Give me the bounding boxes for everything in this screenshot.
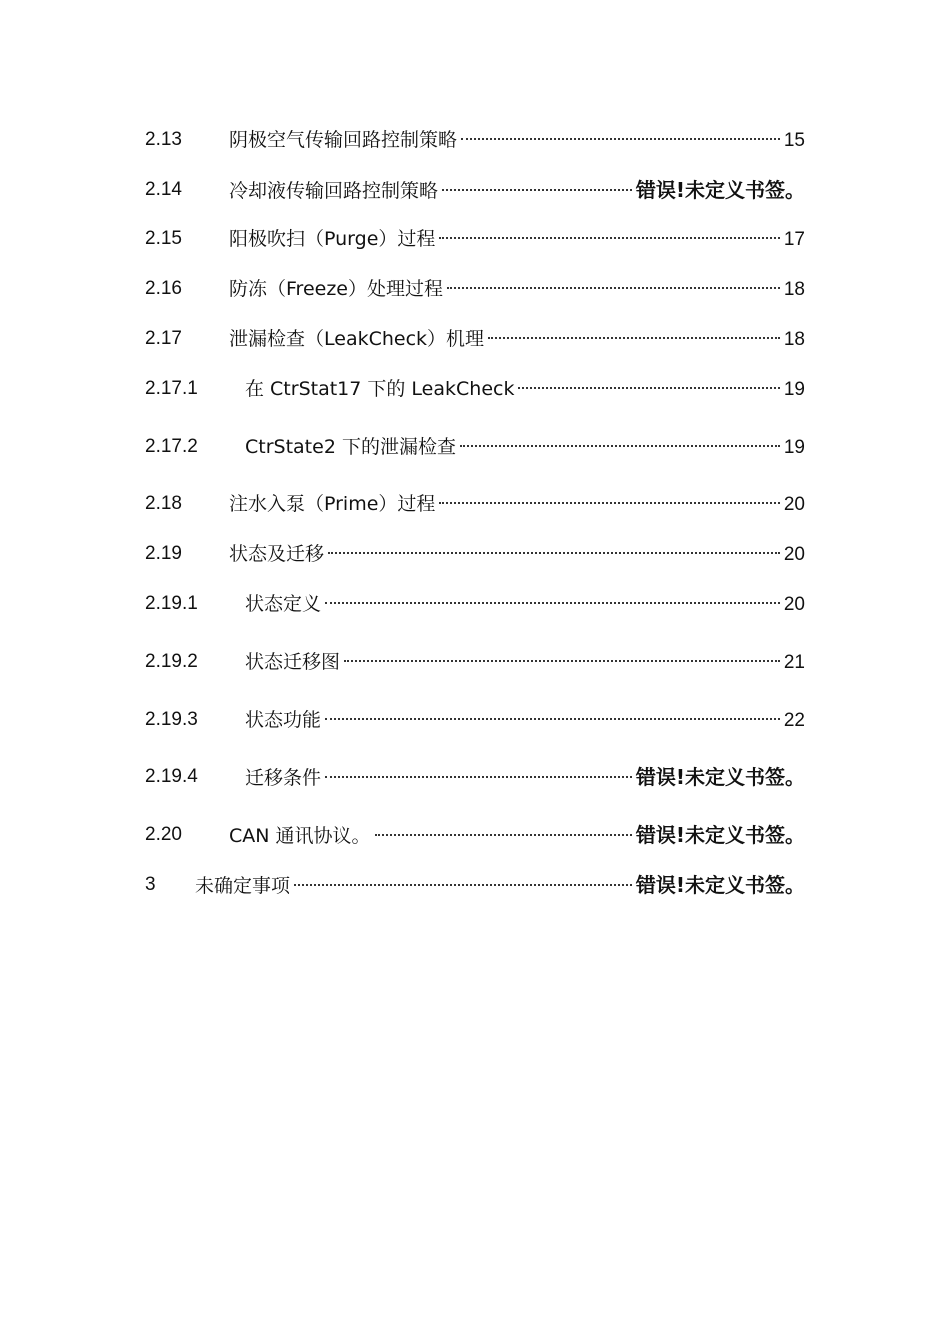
toc-entry-2-17-1[interactable] xyxy=(145,372,805,406)
toc-title: 状态功能 xyxy=(245,709,322,731)
toc-number: 2.18 xyxy=(145,493,182,514)
toc-dot-leader xyxy=(375,834,632,836)
toc-page-number: 22 xyxy=(783,710,805,731)
toc-number: 2.14 xyxy=(145,179,182,200)
toc-number: 2.19.2 xyxy=(145,651,198,672)
toc-page-number: 20 xyxy=(783,544,805,565)
toc-number: 2.20 xyxy=(145,824,182,845)
toc-entry-2-19-4[interactable] xyxy=(145,760,805,794)
toc-page-number: 20 xyxy=(783,594,805,615)
toc-number: 2.19.3 xyxy=(145,709,198,730)
toc-dot-leader xyxy=(442,189,632,191)
toc-number: 2.17 xyxy=(145,328,182,349)
toc-page-number: 19 xyxy=(783,437,805,458)
toc-title: 未确定事项 xyxy=(195,875,291,897)
toc-page-number: 18 xyxy=(783,329,805,350)
toc-bookmark-error: 错误!未定义书签。 xyxy=(635,873,805,897)
toc-dot-leader xyxy=(460,445,780,447)
toc-entry-2-19[interactable] xyxy=(145,537,805,571)
toc-dot-leader xyxy=(518,387,779,389)
toc-dot-leader xyxy=(325,718,780,720)
toc-number: 2.19 xyxy=(145,543,182,564)
toc-entry-3[interactable] xyxy=(145,868,805,902)
toc-bookmark-error: 错误!未定义书签。 xyxy=(635,823,805,847)
toc-title: 迁移条件 xyxy=(245,767,322,789)
toc-title: 状态定义 xyxy=(245,593,322,615)
toc-number: 2.15 xyxy=(145,228,182,249)
toc-page-number: 20 xyxy=(783,494,805,515)
toc-entry-2-19-2[interactable] xyxy=(145,645,805,679)
toc-page-number: 19 xyxy=(783,379,805,400)
toc-title: 在 CtrStat17 下的 LeakCheck xyxy=(245,378,515,400)
toc-dot-leader xyxy=(461,138,780,140)
toc-dot-leader xyxy=(488,337,780,339)
toc-page-number: 21 xyxy=(783,652,805,673)
toc-entry-2-19-3[interactable] xyxy=(145,703,805,737)
toc-entry-2-19-1[interactable] xyxy=(145,587,805,621)
toc-title: 阴极空气传输回路控制策略 xyxy=(229,129,458,151)
toc-title: 防冻（Freeze）处理过程 xyxy=(229,278,443,300)
toc-entry-2-16[interactable] xyxy=(145,272,805,306)
toc-entry-2-17[interactable] xyxy=(145,322,805,356)
toc-number: 2.16 xyxy=(145,278,182,299)
toc-dot-leader xyxy=(439,502,779,504)
toc-number: 2.19.1 xyxy=(145,593,198,614)
toc-page-number: 18 xyxy=(783,279,805,300)
toc-dot-leader xyxy=(439,237,779,239)
toc-bookmark-error: 错误!未定义书签。 xyxy=(635,178,805,202)
toc-number: 2.13 xyxy=(145,129,182,150)
toc-dot-leader xyxy=(294,884,632,886)
toc-title: CAN 通讯协议。 xyxy=(229,825,371,847)
toc-entry-2-20[interactable] xyxy=(145,818,805,852)
toc-page-number: 17 xyxy=(783,229,805,250)
toc-number: 2.19.4 xyxy=(145,766,198,787)
toc-bookmark-error: 错误!未定义书签。 xyxy=(635,765,805,789)
toc-entry-2-14[interactable] xyxy=(145,173,805,207)
toc-title: 冷却液传输回路控制策略 xyxy=(229,180,439,202)
toc-number: 3 xyxy=(145,874,156,895)
toc-title: 阳极吹扫（Purge）过程 xyxy=(229,228,436,250)
toc-title: 状态迁移图 xyxy=(245,651,341,673)
toc-title: 注水入泵（Prime）过程 xyxy=(229,493,436,515)
toc-dot-leader xyxy=(328,552,780,554)
toc-page-number: 15 xyxy=(783,130,805,151)
toc-entry-2-13[interactable] xyxy=(145,123,805,157)
toc-entry-2-15[interactable] xyxy=(145,222,805,256)
toc-title: 泄漏检查（LeakCheck）机理 xyxy=(229,328,485,350)
toc-number: 2.17.1 xyxy=(145,378,198,399)
toc-number: 2.17.2 xyxy=(145,436,198,457)
toc-entry-2-17-2[interactable] xyxy=(145,430,805,464)
toc-title: 状态及迁移 xyxy=(229,543,325,565)
toc-dot-leader xyxy=(344,660,780,662)
toc-dot-leader xyxy=(325,602,780,604)
toc-dot-leader xyxy=(447,287,780,289)
toc-entry-2-18[interactable] xyxy=(145,487,805,521)
toc-title: CtrState2 下的泄漏检查 xyxy=(245,436,456,458)
toc-dot-leader xyxy=(325,776,632,778)
